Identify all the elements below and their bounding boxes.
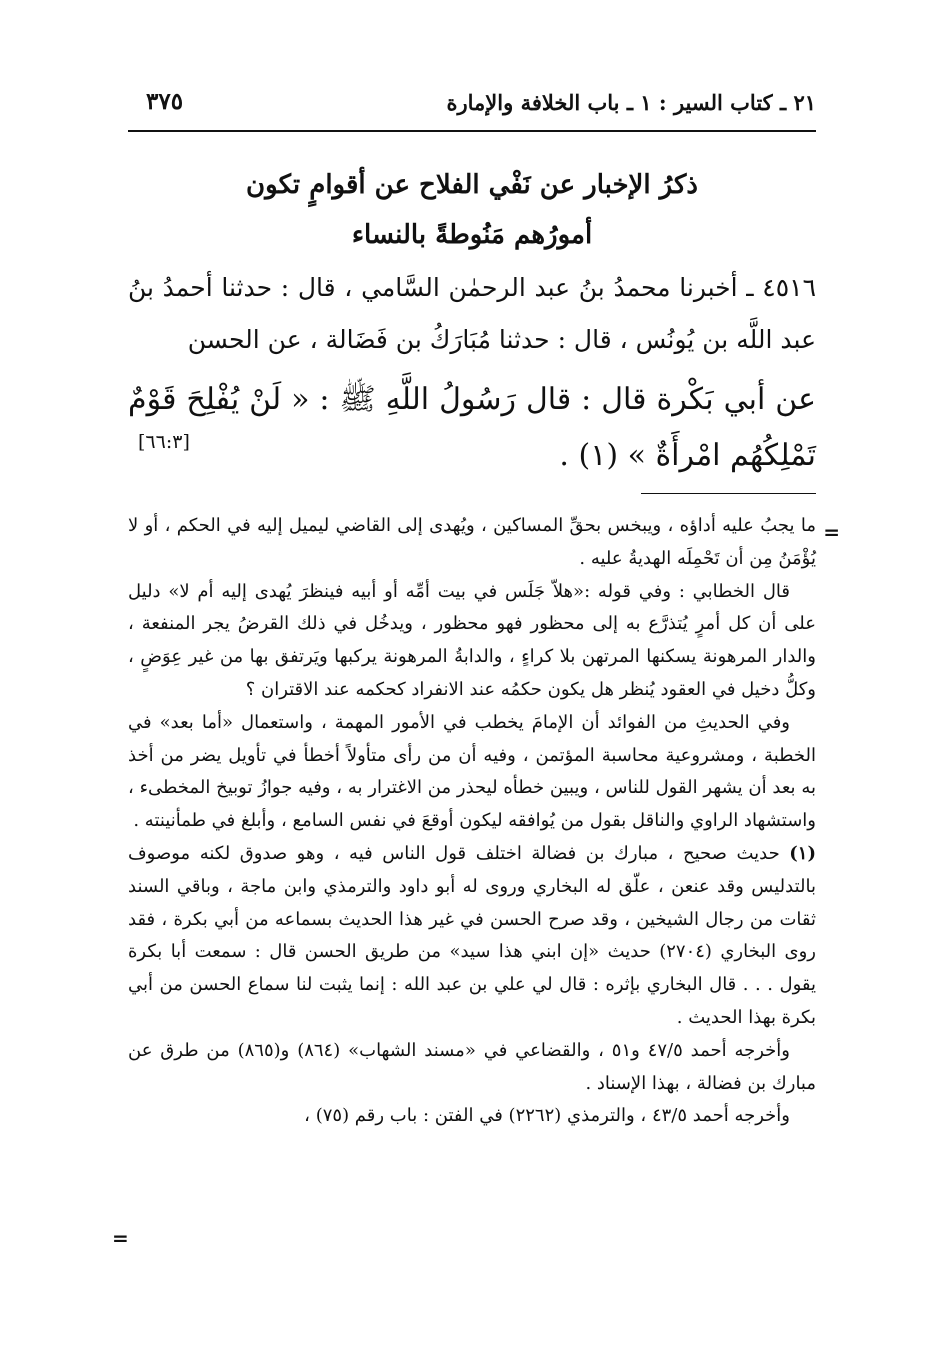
footnote-1-takhrij-2: وأخرجه أحمد ٤٣/٥ ، والترمذي (٢٢٦٢) في الفتن : باب رقم (٧٥) ، xyxy=(304,1105,790,1127)
footnotes xyxy=(128,510,816,1133)
chapter-title xyxy=(128,160,816,260)
footnote-1-text: حديث صحيح ، مبارك بن فضالة اختلف قول الناس فيه ، وهو صدوق لكنه موصوف بالتدليس وقد عنعن ، علّق له البخاري وروى له أبو داود والترمذي وابن ماجة ، وباقي السند ثقات من رجال الشيخين ، وقد صرح الحسن في غير هذا الحديث بسماعه من أبي بكرة ، فقد روى البخاري (٢٧٠٤) حديث «إن ابني هذا سيد» من طريق الحسن قال : سمعت أبا بكرة يقول . . . قال البخاري بإثره : قال لي علي بن عبد الله : إنما يثبت لنا سماع الحسن من أبي بكرة بهذا الحديث . xyxy=(128,842,816,1028)
hadith-reference: [٦٦:٣] xyxy=(138,431,190,453)
footnote-1 xyxy=(128,838,816,1035)
hadith-matn: عن أبي بَكْرة قال : قال رَسُولُ اللَّهِ ﷺ : « لَنْ يُفْلِحَ قَوْمٌ تَمْلِكُهُم امْرأَةٌ » (١) . xyxy=(128,382,816,473)
footnote-khattabi: قال الخطابي : وفي قوله :«هلاّ جَلَس في بيت أمِّه أو أبيه فينظرَ يُهدى إليه أم لا» دليل على أن كل أمرٍ يُتذرَّع به إلى محظور فهو محظور ، ويدخُل في ذلك القرضُ يجر المنفعة ، والدار المرهونة يسكنها المرتهن بلا كراءٍ ، والدابةُ المرهونة يركبها ويَرتفق بها من غير عِوَضٍ ، وكلُّ دخيل في العقود يُنظر هل يكون حكمُه عند الانفراد كحكمه عند الاقتران ؟ xyxy=(128,580,816,700)
footnote-benefits: وفي الحديثِ من الفوائد أن الإمامَ يخطب في الأمور المهمة ، واستعمال «أما بعد» في الخطبة ، ومشروعية محاسبة المؤتمن ، وفيه أن من رأى متأولاً أخطأ في تأويل يضر من أخذ به بعد أن يشهر القول للناس ، ويبين خطأه ليحذر من الاغترار به ، وفيه جوازُ توبيخ المخطىء ، واستشهاد الراوي والناقل بقول من يُوافقه ليكون أوقعَ في نفس السامع ، وأبلغ في طمأنينته . xyxy=(128,711,816,832)
footnote-1-takhrij-1: وأخرجه أحمد ٤٧/٥ و٥١ ، والقضاعي في «مسند الشهاب» (٨٦٤) و(٨٦٥) من طرق عن مبارك بن فضالة ، بهذا الإسناد . xyxy=(128,1039,816,1094)
running-title: ٢١ ـ كتاب السير : ١ ـ باب الخلافة والإمارة xyxy=(446,90,816,115)
page-number: ٣٧٥ xyxy=(146,88,184,115)
continuation-mark-bottom: = xyxy=(112,1226,129,1250)
hadith-text xyxy=(128,262,816,484)
footnote-1-number: (١) xyxy=(789,842,816,864)
running-header xyxy=(128,88,816,132)
continuation-mark-top: = xyxy=(823,520,840,544)
hadith-isnad: ٤٥١٦ ـ أخبرنا محمدُ بنُ عبد الرحمٰن السَّامي ، قال : حدثنا أحمدُ بنُ عبد اللَّه بن يُونُس ، قال : حدثنا مُبَارَكُ بن فَضَالة ، عن الحسن xyxy=(128,273,816,354)
footnote-carry-over: ما يجبُ عليه أداؤه ، ويبخس بحقِّ المساكين ، ويُهدى إلى القاضي ليميل إليه في الحكم ، أو لا يُؤْمَنُ مِن أن تَحْمِلَه الهديةُ عليه . xyxy=(128,515,816,569)
chapter-title-line-1: ذكرُ الإخبار عن نَفْي الفلاح عن أقوامٍ تكون xyxy=(246,170,698,200)
footnote-separator xyxy=(641,493,816,494)
chapter-title-line-2: أمورُهم مَنُوطةً بالنساء xyxy=(351,220,593,250)
